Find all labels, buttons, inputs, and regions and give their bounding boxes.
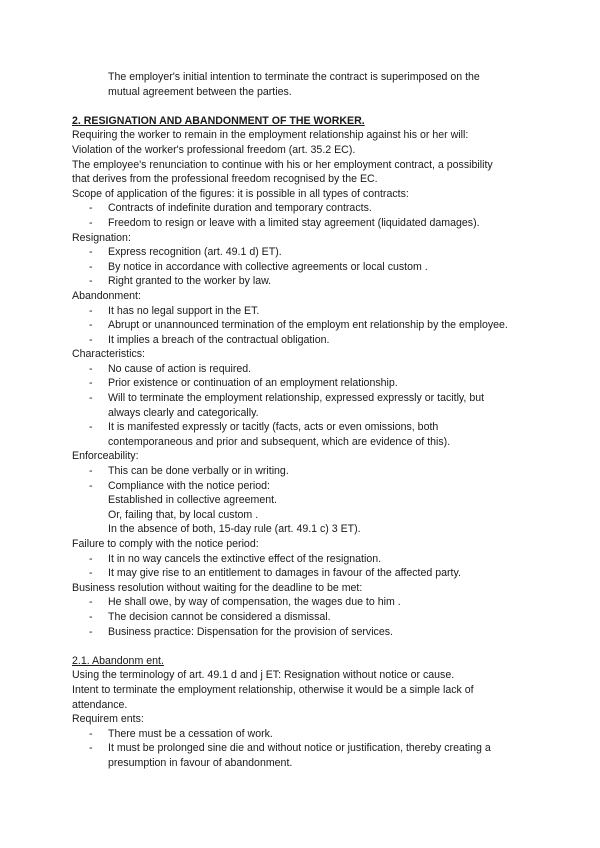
list-item: - It in no way cancels the extinctive effect of the resignation. xyxy=(89,552,382,565)
list-item: - It may give rise to an entitlement to damages in favour of the affected party. xyxy=(89,567,461,580)
list-heading: Characteristics: xyxy=(72,348,145,361)
paragraph: attendance. xyxy=(72,698,128,711)
list-heading: Abandonment: xyxy=(72,289,141,302)
list-item: - He shall owe, by way of compensation, the wages due to him . xyxy=(89,596,401,609)
list-item: - By notice in accordance with collective agreements or local custom . xyxy=(89,260,428,273)
subsection-heading: 2.1. Abandonm ent. xyxy=(72,654,164,667)
list-item: - Compliance with the notice period: xyxy=(89,479,270,492)
paragraph: Intent to terminate the employment relationship, otherwise it would be a simple lack of xyxy=(72,683,474,696)
list-heading: Scope of application of the figures: it is possible in all types of contracts: xyxy=(72,187,409,200)
list-item: - Contracts of indefinite duration and temporary contracts. xyxy=(89,202,372,215)
intro-line: mutual agreement between the parties. xyxy=(108,85,292,98)
paragraph: Violation of the worker's professional freedom (art. 35.2 EC). xyxy=(72,143,356,156)
list-item: - Freedom to resign or leave with a limited stay agreement (liquidated damages). xyxy=(89,216,480,229)
list-heading: Requirem ents: xyxy=(72,713,144,726)
list-item: - It must be prolonged sine die and without notice or justification, thereby creating a xyxy=(89,742,491,755)
list-item: - This can be done verbally or in writing. xyxy=(89,465,289,478)
list-heading: Resignation: xyxy=(72,231,131,244)
list-item: - It has no legal support in the ET. xyxy=(89,304,260,317)
section-heading: 2. RESIGNATION AND ABANDONMENT OF THE WORKER. xyxy=(72,114,365,127)
list-item: - Business practice: Dispensation for the provision of services. xyxy=(89,625,393,638)
list-item: - No cause of action is required. xyxy=(89,362,252,375)
document-page xyxy=(72,70,532,771)
sub-item: In the absence of both, 15-day rule (art. 49.1 c) 3 ET). xyxy=(108,523,361,536)
list-item: - Right granted to the worker by law. xyxy=(89,275,272,288)
list-item-continuation: presumption in favour of abandonment. xyxy=(108,756,293,769)
list-item: - Will to terminate the employment relationship, expressed expressly or tacitly, but xyxy=(89,392,485,405)
list-item: - It is manifested expressly or tacitly (facts, acts or even omissions, both xyxy=(89,421,439,434)
list-item: - There must be a cessation of work. xyxy=(89,727,273,740)
sub-item: Or, failing that, by local custom . xyxy=(108,508,259,521)
list-heading: Enforceability: xyxy=(72,450,139,463)
list-item: - The decision cannot be considered a dismissal. xyxy=(89,610,331,623)
paragraph: The employee's renunciation to continue with his or her employment contract, a possibility xyxy=(72,158,493,171)
list-item: - Abrupt or unannounced termination of the employm ent relationship by the employee. xyxy=(89,319,508,332)
list-item: - It implies a breach of the contractual obligation. xyxy=(89,333,330,346)
list-item: - Prior existence or continuation of an employment relationship. xyxy=(89,377,398,390)
paragraph: Requiring the worker to remain in the employment relationship against his or her will: xyxy=(72,129,469,142)
list-heading: Failure to comply with the notice period: xyxy=(72,538,259,550)
list-item-continuation: always clearly and categorically. xyxy=(108,406,259,419)
list-item-continuation: contemporaneous and prior and subsequent, which are evidence of this). xyxy=(108,435,451,448)
paragraph: Using the terminology of art. 49.1 d and j ET: Resignation without notice or cause. xyxy=(72,669,455,682)
sub-item: Established in collective agreement. xyxy=(108,494,278,507)
paragraph: that derives from the professional freedom recognised by the EC. xyxy=(72,173,378,186)
list-heading: Business resolution without waiting for the deadline to be met: xyxy=(72,581,363,594)
intro-line: The employer's initial intention to terminate the contract is superimposed on the xyxy=(108,71,480,83)
list-item: - Express recognition (art. 49.1 d) ET). xyxy=(89,246,282,259)
